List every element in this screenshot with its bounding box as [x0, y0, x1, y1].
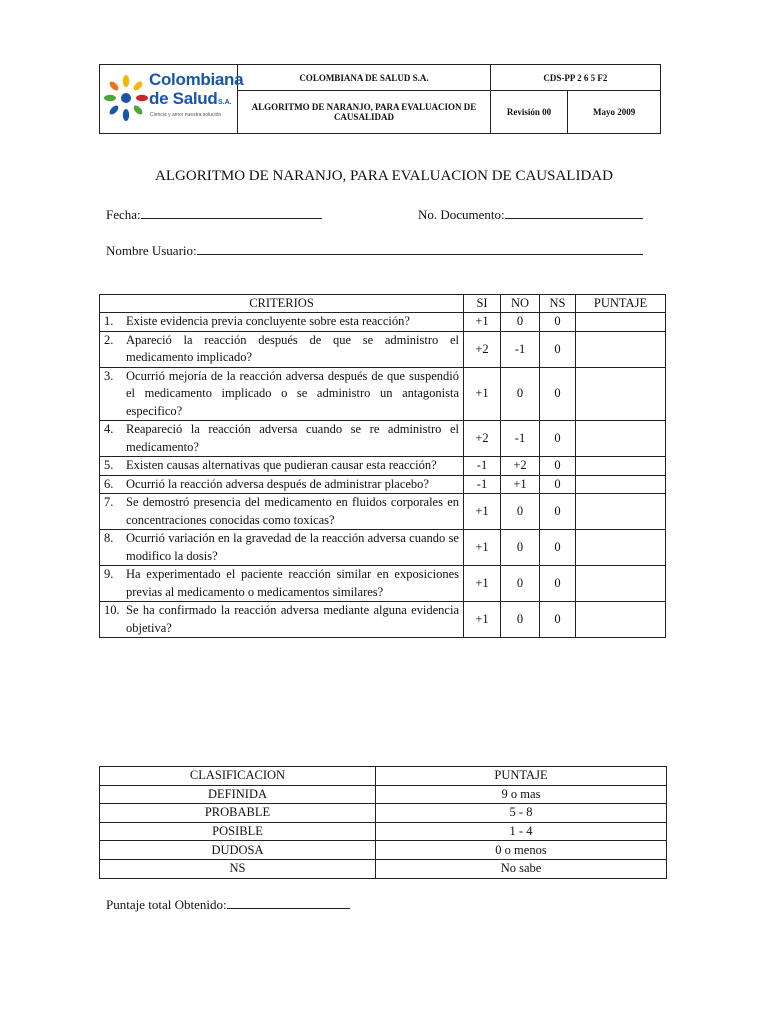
si-value: +1 [464, 566, 501, 602]
classification-label: POSIBLE [100, 822, 376, 841]
si-value: +1 [464, 367, 501, 421]
criteria-text: Ocurrió variación en la gravedad de la reacción adversa cuando se modifico la dosis? [126, 531, 459, 563]
criteria-text: Apareció la reacción después de que se administro el medicamento implicado? [126, 332, 459, 364]
criteria-text: Ha experimentado el paciente reacción similar en exposiciones previas al medicamento o medicamentos similares? [126, 567, 459, 599]
classification-label: DEFINIDA [100, 785, 376, 804]
documento-label: No. Documento: [418, 207, 505, 222]
puntaje-cell[interactable] [576, 602, 666, 638]
ns-value: 0 [540, 367, 576, 421]
puntaje-cell[interactable] [576, 421, 666, 457]
no-value: 0 [501, 566, 540, 602]
criteria-table [99, 294, 666, 638]
classification-value: No sabe [376, 859, 667, 878]
ns-value: 0 [540, 313, 576, 332]
no-value: -1 [501, 331, 540, 367]
classification-header-row [100, 767, 667, 786]
criteria-number: 4. [104, 422, 114, 436]
total-field [106, 896, 350, 913]
puntaje-cell[interactable] [576, 566, 666, 602]
logo-sa: S.A. [218, 99, 232, 106]
page-title: ALGORITMO DE NARANJO, PARA EVALUACION DE CAUSALIDAD [155, 168, 613, 184]
criteria-row [100, 367, 666, 421]
puntaje-cell[interactable] [576, 475, 666, 494]
classification-table [99, 766, 667, 879]
classification-value: 1 - 4 [376, 822, 667, 841]
ns-value: 0 [540, 421, 576, 457]
logo-tagline: Ciencia y amor nuestra solución [150, 112, 222, 118]
no-value: 0 [501, 367, 540, 421]
classification-label: NS [100, 859, 376, 878]
criteria-text: Existe evidencia previa concluyente sobre esta reacción? [126, 314, 410, 328]
header-ns: NS [540, 295, 576, 313]
criteria-number: 10. [104, 603, 120, 617]
total-label: Puntaje total Obtenido: [106, 897, 227, 912]
logo-line1: Colombiana [149, 70, 244, 89]
criteria-text: Se ha confirmado la reacción adversa mediante alguna evidencia objetiva? [126, 603, 459, 635]
header-puntaje-range: PUNTAJE [376, 767, 667, 786]
ns-value: 0 [540, 331, 576, 367]
si-value: +1 [464, 530, 501, 566]
no-value: 0 [501, 530, 540, 566]
document-header [99, 64, 661, 134]
puntaje-cell[interactable] [576, 530, 666, 566]
documento-blank[interactable] [505, 206, 643, 219]
si-value: -1 [464, 457, 501, 476]
criteria-text: Reapareció la reacción adversa cuando se re administro el medicamento? [126, 422, 459, 454]
criteria-row [100, 331, 666, 367]
revision: Revisión 00 [490, 91, 568, 134]
classification-label: PROBABLE [100, 804, 376, 823]
sun-logo-icon [104, 69, 150, 127]
document-code: CDS-PP 2 6 5 F2 [490, 65, 660, 91]
classification-row [100, 822, 667, 841]
no-value: -1 [501, 421, 540, 457]
no-value: 0 [501, 494, 540, 530]
ns-value: 0 [540, 457, 576, 476]
usuario-field [106, 242, 643, 259]
criteria-number: 6. [104, 476, 114, 491]
no-value: +1 [501, 475, 540, 494]
usuario-blank[interactable] [197, 242, 643, 255]
criteria-text: Ocurrió mejoría de la reacción adversa después de que suspendió el medicamento implicado o se administro un antagonista especifico? [126, 368, 459, 418]
si-value: +1 [464, 494, 501, 530]
header-no: NO [501, 295, 540, 313]
classification-value: 0 o menos [376, 841, 667, 860]
criteria-row [100, 530, 666, 566]
criteria-row [100, 566, 666, 602]
si-value: -1 [464, 475, 501, 494]
criteria-number: 1. [104, 314, 114, 328]
total-blank[interactable] [227, 896, 350, 909]
ns-value: 0 [540, 494, 576, 530]
puntaje-cell[interactable] [576, 331, 666, 367]
criteria-row [100, 602, 666, 638]
criteria-number: 2. [104, 332, 114, 347]
fecha-label: Fecha: [106, 207, 141, 222]
criteria-row [100, 421, 666, 457]
logo-line2: de Salud [149, 89, 218, 108]
criteria-number: 3. [104, 368, 114, 383]
criteria-number: 8. [104, 531, 114, 545]
classification-value: 9 o mas [376, 785, 667, 804]
header-doc-title: ALGORITMO DE NARANJO, PARA EVALUACION DE CAUSALIDAD [238, 91, 490, 134]
ns-value: 0 [540, 475, 576, 494]
criteria-number: 7. [104, 495, 114, 509]
criteria-row [100, 313, 666, 332]
classification-row [100, 804, 667, 823]
logo-cell [100, 65, 244, 134]
classification-row [100, 841, 667, 860]
criteria-number: 9. [104, 567, 114, 581]
classification-value: 5 - 8 [376, 804, 667, 823]
criteria-text: Ocurrió la reacción adversa después de administrar placebo? [126, 476, 429, 491]
classification-label: DUDOSA [100, 841, 376, 860]
usuario-label: Nombre Usuario: [106, 243, 197, 258]
criteria-row [100, 494, 666, 530]
ns-value: 0 [540, 530, 576, 566]
classification-row [100, 785, 667, 804]
header-puntaje: PUNTAJE [576, 295, 666, 313]
no-value: +2 [501, 457, 540, 476]
issue-date: Mayo 2009 [568, 91, 661, 134]
ns-value: 0 [540, 602, 576, 638]
criteria-row [100, 457, 666, 476]
fecha-blank[interactable] [141, 206, 322, 219]
puntaje-cell[interactable] [576, 367, 666, 421]
puntaje-cell[interactable] [576, 457, 666, 476]
classification-row [100, 859, 667, 878]
ns-value: 0 [540, 566, 576, 602]
no-value: 0 [501, 313, 540, 332]
si-value: +2 [464, 421, 501, 457]
criteria-header-row [100, 295, 666, 313]
criteria-number: 5. [104, 458, 114, 472]
puntaje-cell[interactable] [576, 494, 666, 530]
criteria-text: Existen causas alternativas que pudieran causar esta reacción? [126, 458, 437, 472]
si-value: +1 [464, 602, 501, 638]
puntaje-cell[interactable] [576, 313, 666, 332]
si-value: +1 [464, 313, 501, 332]
company-name: COLOMBIANA DE SALUD S.A. [238, 65, 490, 91]
si-value: +2 [464, 331, 501, 367]
header-criterios: CRITERIOS [100, 295, 464, 313]
criteria-row [100, 475, 666, 494]
documento-field [418, 206, 643, 223]
header-si: SI [464, 295, 501, 313]
fecha-field [106, 206, 322, 223]
no-value: 0 [501, 602, 540, 638]
criteria-text: Se demostró presencia del medicamento en fluidos corporales en concentraciones conocidas como toxicas? [126, 495, 459, 527]
header-clasificacion: CLASIFICACION [100, 767, 376, 786]
